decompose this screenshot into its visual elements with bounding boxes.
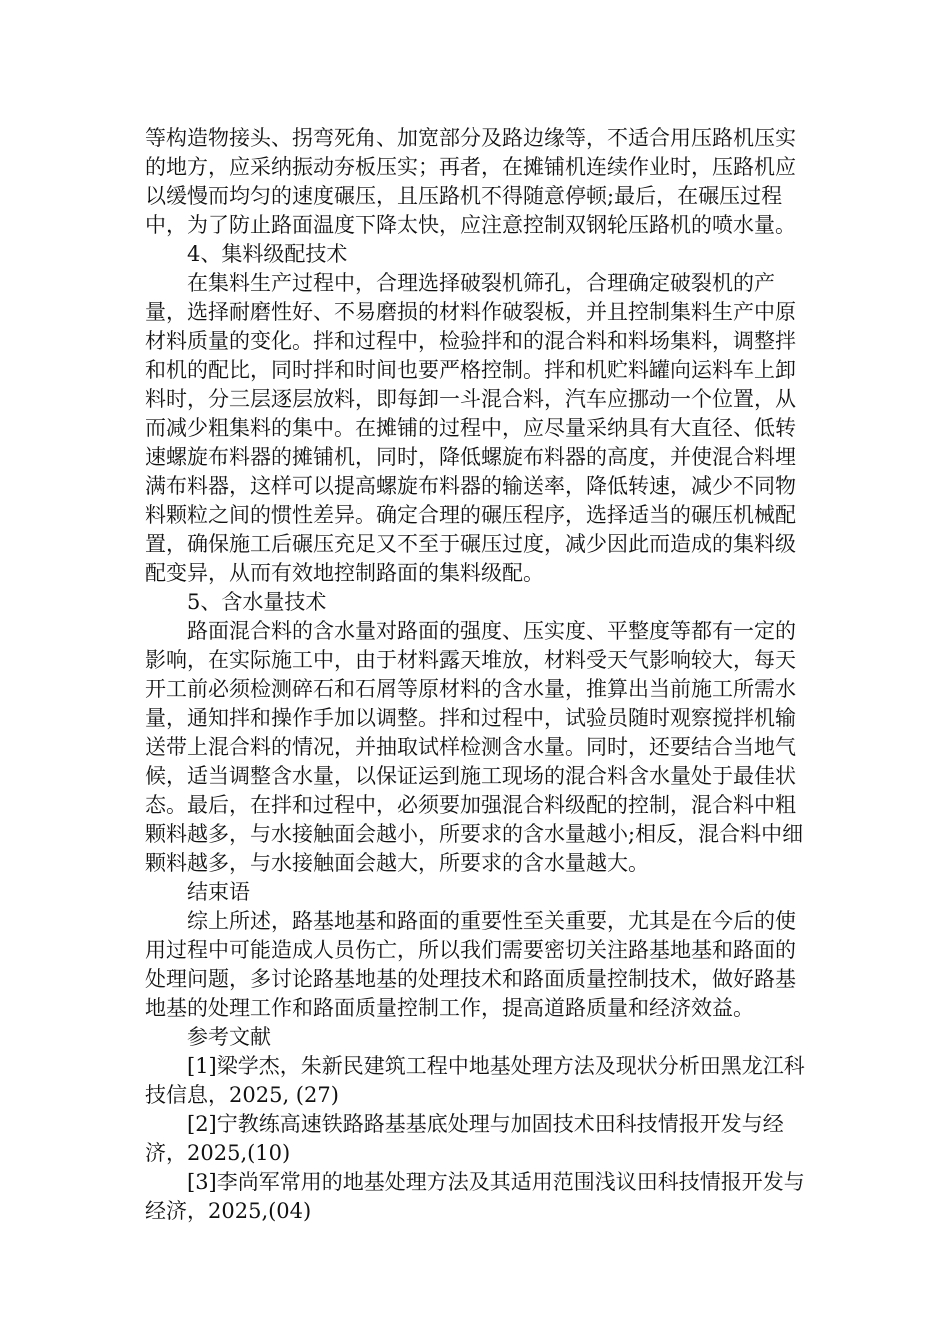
reference-item-2: [2]宁教练高速铁路路基基底处理与加固技术田科技情报开发与经济，2025,(10)	[145, 1112, 784, 1165]
reference-item-1: [1]梁学杰，朱新民建筑工程中地基处理方法及现状分析田黑龙江科技信息，2025, (27)	[145, 1054, 805, 1107]
reference-item-3: [3]李尚军常用的地基处理方法及其适用范围浅议田科技情报开发与经济，2025,(04)	[145, 1170, 805, 1223]
paragraph-conclusion: 综上所述，路基地基和路面的重要性至关重要，尤其是在今后的使用过程中可能造成人员伤亡，所以我们需要密切关注路基地基和路面的处理问题，多讨论路基地基的处理技术和路面质量控制技术，做好路基地基的处理工作和路面质量控制工作，提高道路质量和经济效益。	[145, 909, 796, 1020]
heading-aggregate-gradation: 4、集料级配技术	[187, 242, 348, 266]
document-page	[145, 124, 805, 1226]
heading-references: 参考文献	[187, 1025, 271, 1049]
heading-conclusion: 结束语	[187, 880, 250, 904]
heading-moisture-content: 5、含水量技术	[187, 590, 327, 614]
paragraph-compaction-continued: 等构造物接头、拐弯死角、加宽部分及路边缘等，不适合用压路机压实的地方，应采纳振动夯板压实；再者，在摊铺机连续作业时，压路机应以缓慢而均匀的速度碾压，且压路机不得随意停顿;最后，在碾压过程中，为了防止路面温度下降太快，应注意控制双钢轮压路机的喷水量。	[145, 126, 796, 237]
paragraph-aggregate-gradation: 在集料生产过程中，合理选择破裂机筛孔，合理确定破裂机的产量，选择耐磨性好、不易磨损的材料作破裂板，并且控制集料生产中原材料质量的变化。拌和过程中，检验拌和的混合料和料场集料，调整拌和机的配比，同时拌和时间也要严格控制。拌和机贮料罐向运料车上卸料时，分三层逐层放料，即每卸一斗混合料，汽车应挪动一个位置，从而减少粗集料的集中。在摊铺的过程中，应尽量采纳具有大直径、低转速螺旋布料器的摊铺机，同时，降低螺旋布料器的高度，并使混合料埋满布料器，这样可以提高螺旋布料器的输送率，降低转速，减少不同物料颗粒之间的惯性差异。确定合理的碾压程序，选择适当的碾压机械配置，确保施工后碾压充足又不至于碾压过度，减少因此而造成的集料级配变异，从而有效地控制路面的集料级配。	[145, 271, 796, 585]
paragraph-moisture-content: 路面混合料的含水量对路面的强度、压实度、平整度等都有一定的影响，在实际施工中，由于材料露天堆放，材料受天气影响较大，每天开工前必须检测碎石和石屑等原材料的含水量，推算出当前施工所需水量，通知拌和操作手加以调整。拌和过程中，试验员随时观察搅拌机输送带上混合料的情况，并抽取试样检测含水量。同时，还要结合当地气候，适当调整含水量，以保证运到施工现场的混合料含水量处于最佳状态。最后，在拌和过程中，必须要加强混合料级配的控制，混合料中粗颗料越多，与水接触面会越小，所要求的含水量越小;相反，混合料中细颗料越多，与水接触面会越大，所要求的含水量越大。	[145, 619, 804, 875]
